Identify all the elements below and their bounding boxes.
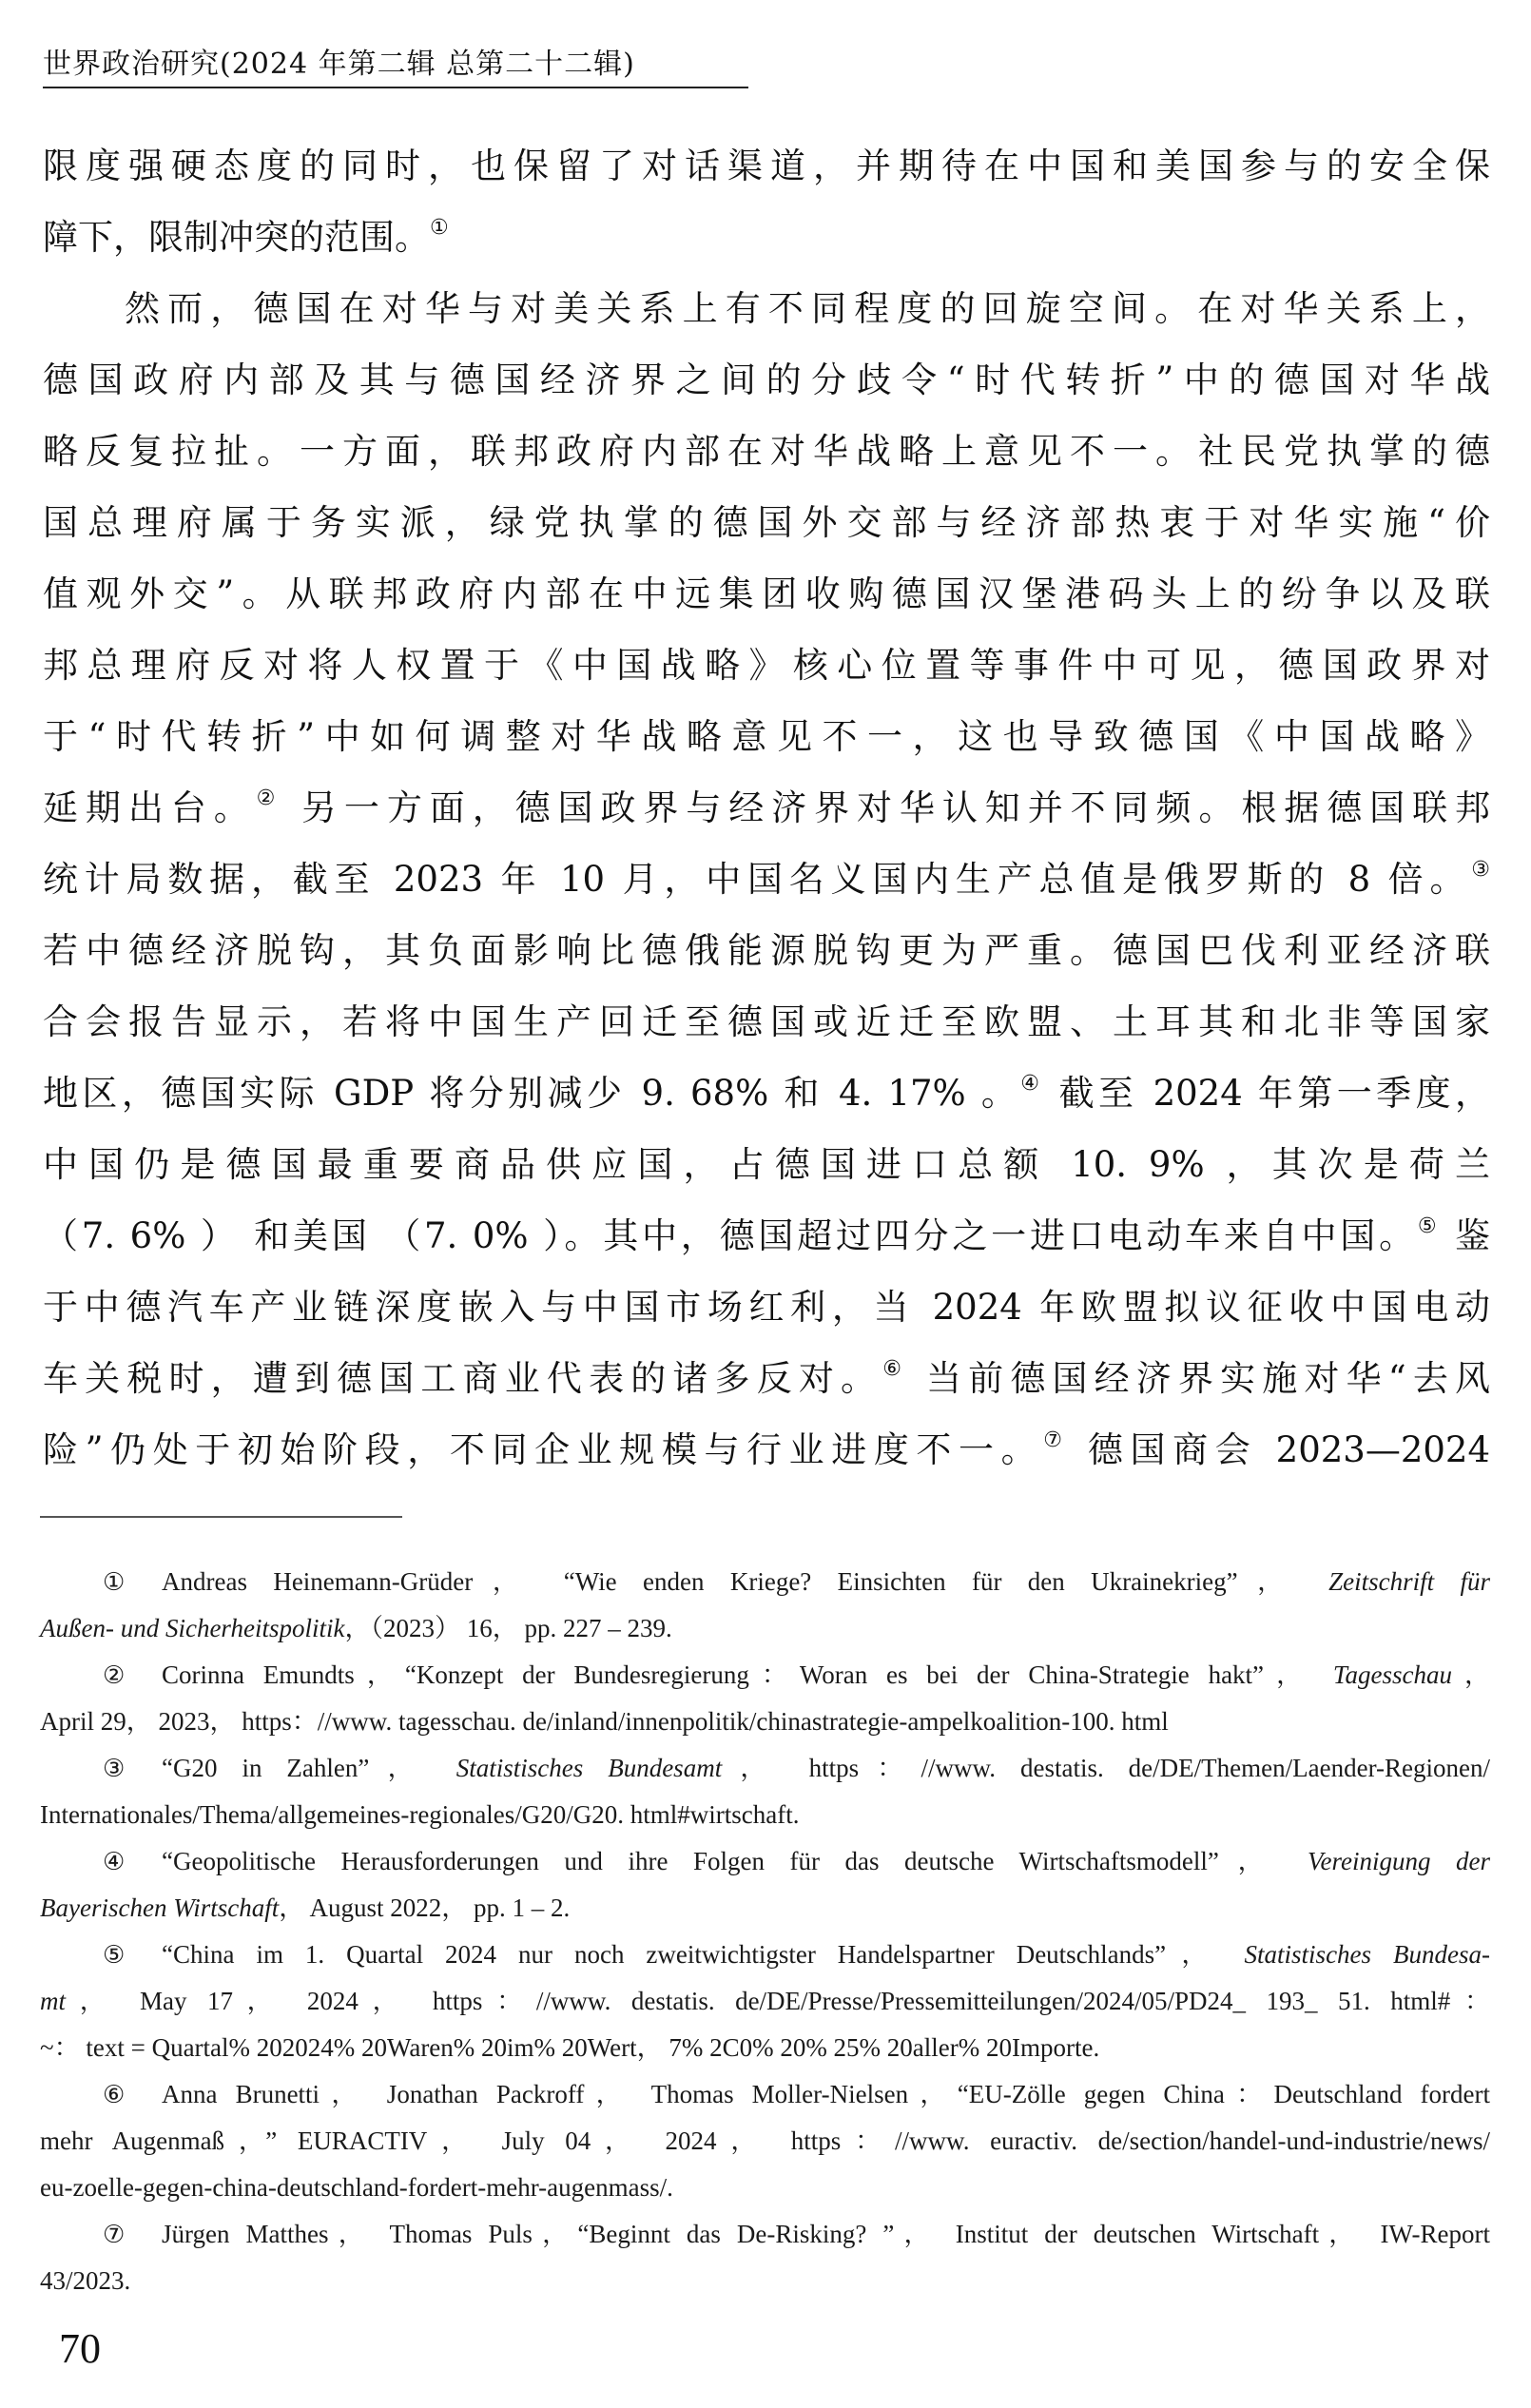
text-run: 若中德经济脱钩，其负面影响比德俄能源脱钩更为严重。德国巴伐利亚经济联 <box>43 930 1490 971</box>
text-run: eu-zoelle-gegen-china-deutschland-fordert-mehr-augenmass/. <box>40 2173 673 2202</box>
text-run: Andreas Heinemann-Grüder， “Wie enden Kriege? Einsichten für den Ukrainekrieg”， <box>162 1567 1329 1596</box>
italic-title: Tagesschau <box>1332 1660 1452 1689</box>
footnote <box>40 1937 1490 2077</box>
body-line <box>43 1063 1490 1135</box>
italic-title: Außen- und Sicherheitspolitik <box>40 1614 345 1642</box>
italic-title: Bayerischen Wirtschaft <box>40 1893 280 1922</box>
body-line <box>43 350 1490 421</box>
footnote-ref[interactable]: ⑦ <box>1043 1428 1070 1452</box>
body-line <box>43 992 1490 1063</box>
body-line <box>43 207 1490 279</box>
header-rule <box>43 87 748 88</box>
footnote-line <box>40 1984 1490 2030</box>
text-run: （7. 6% ） 和美国 （7. 0% ）。其中，德国超过四分之一进口电动车来自中国。 <box>43 1215 1418 1256</box>
footnote-number: ③ <box>103 1755 126 1783</box>
footnote-separator <box>40 1516 402 1518</box>
text-run: ，（2023） 16， pp. 227 – 239. <box>344 1614 672 1642</box>
text-run: Jürgen Matthes， Thomas Puls，“Beginnt das De-Risking? ”， Institut der deutschen Wirtschaft， IW-Report <box>162 2220 1490 2248</box>
text-run: 德国政府内部及其与德国经济界之间的分歧令“时代转折”中的德国对华战 <box>43 359 1490 400</box>
footnote <box>40 1564 1490 1658</box>
text-run: 截至 2024 年第一季度， <box>1043 1073 1490 1114</box>
footnote-number: ② <box>103 1661 126 1690</box>
text-run: 限度强硬态度的同时，也保留了对话渠道，并期待在中国和美国参与的安全保 <box>43 146 1490 186</box>
italic-title: Vereinigung der <box>1308 1847 1491 1875</box>
footnote-ref[interactable]: ④ <box>1020 1072 1044 1096</box>
body-line <box>43 1349 1490 1420</box>
footnote <box>40 2217 1490 2310</box>
body-line <box>43 1135 1490 1206</box>
footnote-number: ⑥ <box>103 2081 126 2109</box>
footnote-line <box>40 2077 1490 2124</box>
text-run: ， https：//www. destatis. de/DE/Themen/Laender-Regionen/ <box>722 1754 1490 1782</box>
footnote-number: ⑦ <box>103 2221 126 2249</box>
text-run: 中国仍是德国最重要商品供应国，占德国进口总额 10. 9% ，其次是荷兰 <box>43 1144 1490 1185</box>
footnote <box>40 2077 1490 2217</box>
italic-title: mt <box>40 1987 66 2015</box>
text-run: Internationales/Thema/allgemeines-regionales/G20/G20. html#wirtschaft. <box>40 1800 800 1829</box>
footnote-ref[interactable]: ① <box>430 216 449 240</box>
text-run: 延期出台。 <box>43 787 257 828</box>
footnote-line <box>40 2124 1490 2170</box>
text-run: 邦总理府反对将人权置于《中国战略》核心位置等事件中可见，德国政界对 <box>43 645 1490 686</box>
footnotes <box>40 1564 1490 2310</box>
footnote-number: ① <box>103 1568 126 1597</box>
footnote-line <box>40 1611 1490 1658</box>
text-run: 然而，德国在对华与对美关系上有不同程度的回旋空间。在对华关系上， <box>125 288 1490 329</box>
running-head: 世界政治研究(2024 年第二辑 总第二十二辑) <box>43 48 635 81</box>
text-run: 险”仍处于初始阶段，不同企业规模与行业进度不一。 <box>43 1429 1044 1470</box>
body-line <box>43 849 1490 921</box>
body-text <box>43 136 1490 1491</box>
footnote-ref[interactable]: ③ <box>1471 858 1490 882</box>
footnote <box>40 1658 1490 1751</box>
text-run: mehr Augenmaß，” EURACTIV， July 04， 2024， https：//www. euractiv. de/section/handel-und-industrie/news/ <box>40 2126 1490 2155</box>
text-run: “China im 1. Quartal 2024 nur noch zweitwichtigster Handelspartner Deutschlands”， <box>162 1940 1245 1969</box>
body-line <box>43 1206 1490 1277</box>
footnote-ref[interactable]: ② <box>256 786 283 810</box>
text-run: 地区，德国实际 GDP 将分别减少 9. 68% 和 4. 17% 。 <box>43 1073 1021 1114</box>
text-run: ， August 2022， pp. 1 – 2. <box>279 1893 571 1922</box>
body-line <box>43 279 1490 350</box>
text-run: 鉴 <box>1440 1215 1490 1256</box>
body-line <box>43 778 1490 849</box>
footnote-line <box>40 2170 1490 2217</box>
text-run: 于“时代转折”中如何调整对华战略意见不一，这也导致德国《中国战略》 <box>43 716 1490 757</box>
text-run: April 29， 2023， https：//www. tagesschau. de/inland/innenpolitik/chinastrategie-ampelkoalition-100. html <box>40 1707 1169 1736</box>
text-run: 统计局数据，截至 2023 年 10 月，中国名义国内生产总值是俄罗斯的 8 倍。 <box>43 859 1472 900</box>
footnote <box>40 1751 1490 1844</box>
footnote-number: ④ <box>103 1848 126 1876</box>
footnote-line <box>40 2030 1490 2077</box>
body-line <box>43 421 1490 493</box>
text-run: 当前德国经济界实施对华“去风 <box>908 1358 1490 1399</box>
text-run: Anna Brunetti， Jonathan Packroff， Thomas Moller-Nielsen，“EU-Zölle gegen China：Deutschland fordert <box>162 2080 1490 2108</box>
footnote-line <box>40 1937 1490 1984</box>
footnote-line <box>40 1797 1490 1844</box>
text-run: 于中德汽车产业链深度嵌入与中国市场红利，当 2024 年欧盟拟议征收中国电动 <box>43 1287 1490 1328</box>
text-run: Corinna Emundts，“Konzept der Bundesregierung：Woran es bei der China-Strategie hakt”， <box>162 1660 1333 1689</box>
footnote-number: ⑤ <box>103 1941 126 1970</box>
footnote-ref[interactable]: ⑥ <box>882 1357 909 1381</box>
body-line <box>43 1420 1490 1491</box>
text-run: 43/2023. <box>40 2266 131 2295</box>
text-run: “Geopolitische Herausforderungen und ihre Folgen für das deutsche Wirtschaftsmodell”， <box>162 1847 1308 1875</box>
body-line <box>43 136 1490 207</box>
text-run: 略反复拉扯。一方面，联邦政府内部在对华战略上意见不一。社民党执掌的德 <box>43 431 1490 472</box>
footnote-line <box>40 2263 1490 2310</box>
body-line <box>43 921 1490 992</box>
footnote-line <box>40 1658 1490 1704</box>
text-run: ~： text = Quartal% 202024% 20Waren% 20im% 20Wert， 7% 2C0% 20% 25% 20aller% 20Importe. <box>40 2033 1100 2062</box>
footnote-ref[interactable]: ⑤ <box>1417 1214 1441 1238</box>
footnote <box>40 1844 1490 1937</box>
body-line <box>43 564 1490 635</box>
text-run: “G20 in Zahlen”， <box>162 1754 456 1782</box>
text-run: 国总理府属于务实派，绿党执掌的德国外交部与经济部热衷于对华实施“价 <box>43 502 1490 543</box>
body-line <box>43 707 1490 778</box>
text-run: 障下，限制冲突的范围。 <box>43 217 430 258</box>
footnote-line <box>40 1564 1490 1611</box>
footnote-line <box>40 1704 1490 1751</box>
footnote-line <box>40 1891 1490 1937</box>
body-line <box>43 635 1490 707</box>
text-run: ， May 17， 2024， https：//www. destatis. de/DE/Presse/Pressemitteilungen/2024/05/PD24_ 193_ 51. html#： <box>66 1987 1490 2015</box>
italic-title: Zeitschrift für <box>1328 1567 1491 1596</box>
text-run: 德国商会 2023—2024 <box>1069 1429 1490 1470</box>
text-run: 值观外交”。从联邦政府内部在中远集团收购德国汉堡港码头上的纷争以及联 <box>43 573 1490 614</box>
text-run: 车关税时，遭到德国工商业代表的诸多反对。 <box>43 1358 883 1399</box>
footnote-line <box>40 1751 1490 1797</box>
text-run: ， <box>1451 1660 1490 1689</box>
body-line <box>43 1277 1490 1349</box>
text-run: 合会报告显示，若将中国生产回迁至德国或近迁至欧盟、土耳其和北非等国家 <box>43 1001 1490 1042</box>
italic-title: Statistisches Bundesa- <box>1244 1940 1490 1969</box>
italic-title: Statistisches Bundesamt <box>455 1754 723 1782</box>
body-line <box>43 493 1490 564</box>
text-run: 另一方面，德国政界与经济界对华认知并不同频。根据德国联邦 <box>282 787 1490 828</box>
footnote-line <box>40 1844 1490 1891</box>
footnote-line <box>40 2217 1490 2263</box>
page-number: 70 <box>59 2325 101 2372</box>
